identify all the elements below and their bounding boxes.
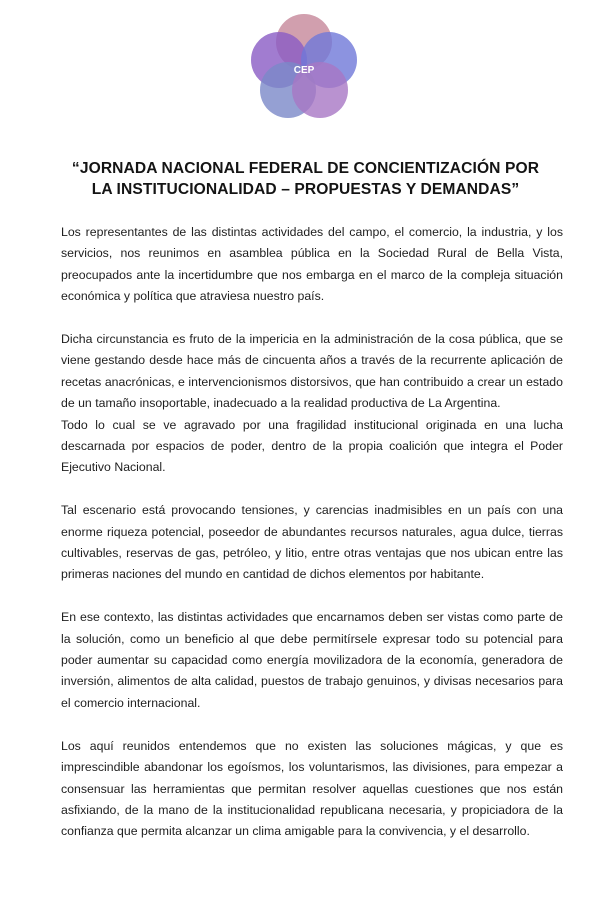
paragraph-line: imprescindible abandonar los egoísmos, los voluntarismos, las divisiones, para empezar a [61, 760, 563, 775]
paragraph-line: primeras naciones del mundo en cantidad de dichos elementos por habitante. [61, 567, 485, 582]
paragraph-line: la solución, como un beneficio al que debe permitírsele expresar todo su potencial para [61, 631, 563, 646]
paragraph-4 [61, 607, 563, 714]
logo-text: CEP [293, 65, 315, 76]
paragraph-line: Todo lo cual se ve agravado por una fragilidad institucional originada en una lucha [61, 417, 563, 432]
paragraph-line: consensuar las herramientas que permitan resolver aquellas cuestiones que nos están [61, 781, 563, 796]
paragraph-line: inversión, alimentos de alta calidad, puestos de trabajo genuinos, y divisas necesarios para [61, 674, 563, 689]
title-line-2: LA INSTITUCIONALIDAD – PROPUESTAS Y DEMANDAS” [91, 181, 520, 198]
paragraph-line: servicios, nos reunimos en asamblea pública en la Sociedad Rural de Bella Vista, [61, 246, 563, 261]
paragraph-3 [61, 500, 563, 586]
paragraph-line: Los aquí reunidos entendemos que no existen las soluciones mágicas, y que es [61, 738, 563, 753]
paragraph-line: cultivables, reservas de gas, petróleo, y litio, entre otras ventajas que nos ubican entre las [61, 546, 563, 561]
paragraph-line: En ese contexto, las distintas actividades que encarnamos deben ser vistas como parte de [61, 610, 563, 625]
paragraph-line: confianza que permita alcanzar un clima amigable para la convivencia, y el desarrollo. [61, 824, 530, 839]
paragraph-line: Dicha circunstancia es fruto de la impericia en la administración de la cosa pública, que se [61, 332, 563, 347]
paragraph-1 [61, 222, 563, 308]
document-body [61, 222, 563, 864]
cep-logo [246, 12, 362, 124]
paragraph-line: Los representantes de las distintas actividades del campo, el comercio, la industria, y los [61, 225, 563, 239]
cep-logo-circles [246, 12, 362, 124]
paragraph-line: viene gestando desde hace más de cincuenta años a través de la recurrente aplicación de [61, 353, 563, 368]
paragraph-line: económica y política que atraviesa nuestro país. [61, 289, 325, 304]
paragraph-5 [61, 736, 563, 843]
paragraph-line: descarnada por espacios de poder, dentro de la propia coalición que integra el Poder [61, 439, 563, 454]
paragraph-line: recetas anacrónicas, e intervencionismos distorsivos, que han contribuido a crear un estado [61, 374, 563, 389]
paragraph-line: Ejecutivo Nacional. [61, 460, 166, 475]
paragraph-line: el comercio internacional. [61, 695, 201, 710]
paragraph-line: poder aumentar su capacidad como energía movilizadora de la economía, generadora de [61, 653, 563, 668]
paragraph-line: enorme riqueza potencial, poseedor de abundantes recursos naturales, agua dulce, tierras [61, 524, 563, 539]
paragraph-line: preocupados ante la incertidumbre que nos embarga en el marco de la compleja situación [61, 267, 563, 282]
paragraph-line: Tal escenario está provocando tensiones, y carencias inadmisibles en un país con una [61, 503, 563, 518]
paragraph-line: asfixiando, de la mano de la institucionalidad republicana necesaria, y propiciadora de la [61, 802, 563, 817]
title-line-1: “JORNADA NACIONAL FEDERAL DE CONCIENTIZACIÓN POR [71, 160, 540, 177]
document-title [30, 158, 581, 200]
paragraph-2 [61, 329, 563, 479]
paragraph-line: de un tamaño insoportable, inadecuado a la realidad productiva de La Argentina. [61, 396, 501, 411]
